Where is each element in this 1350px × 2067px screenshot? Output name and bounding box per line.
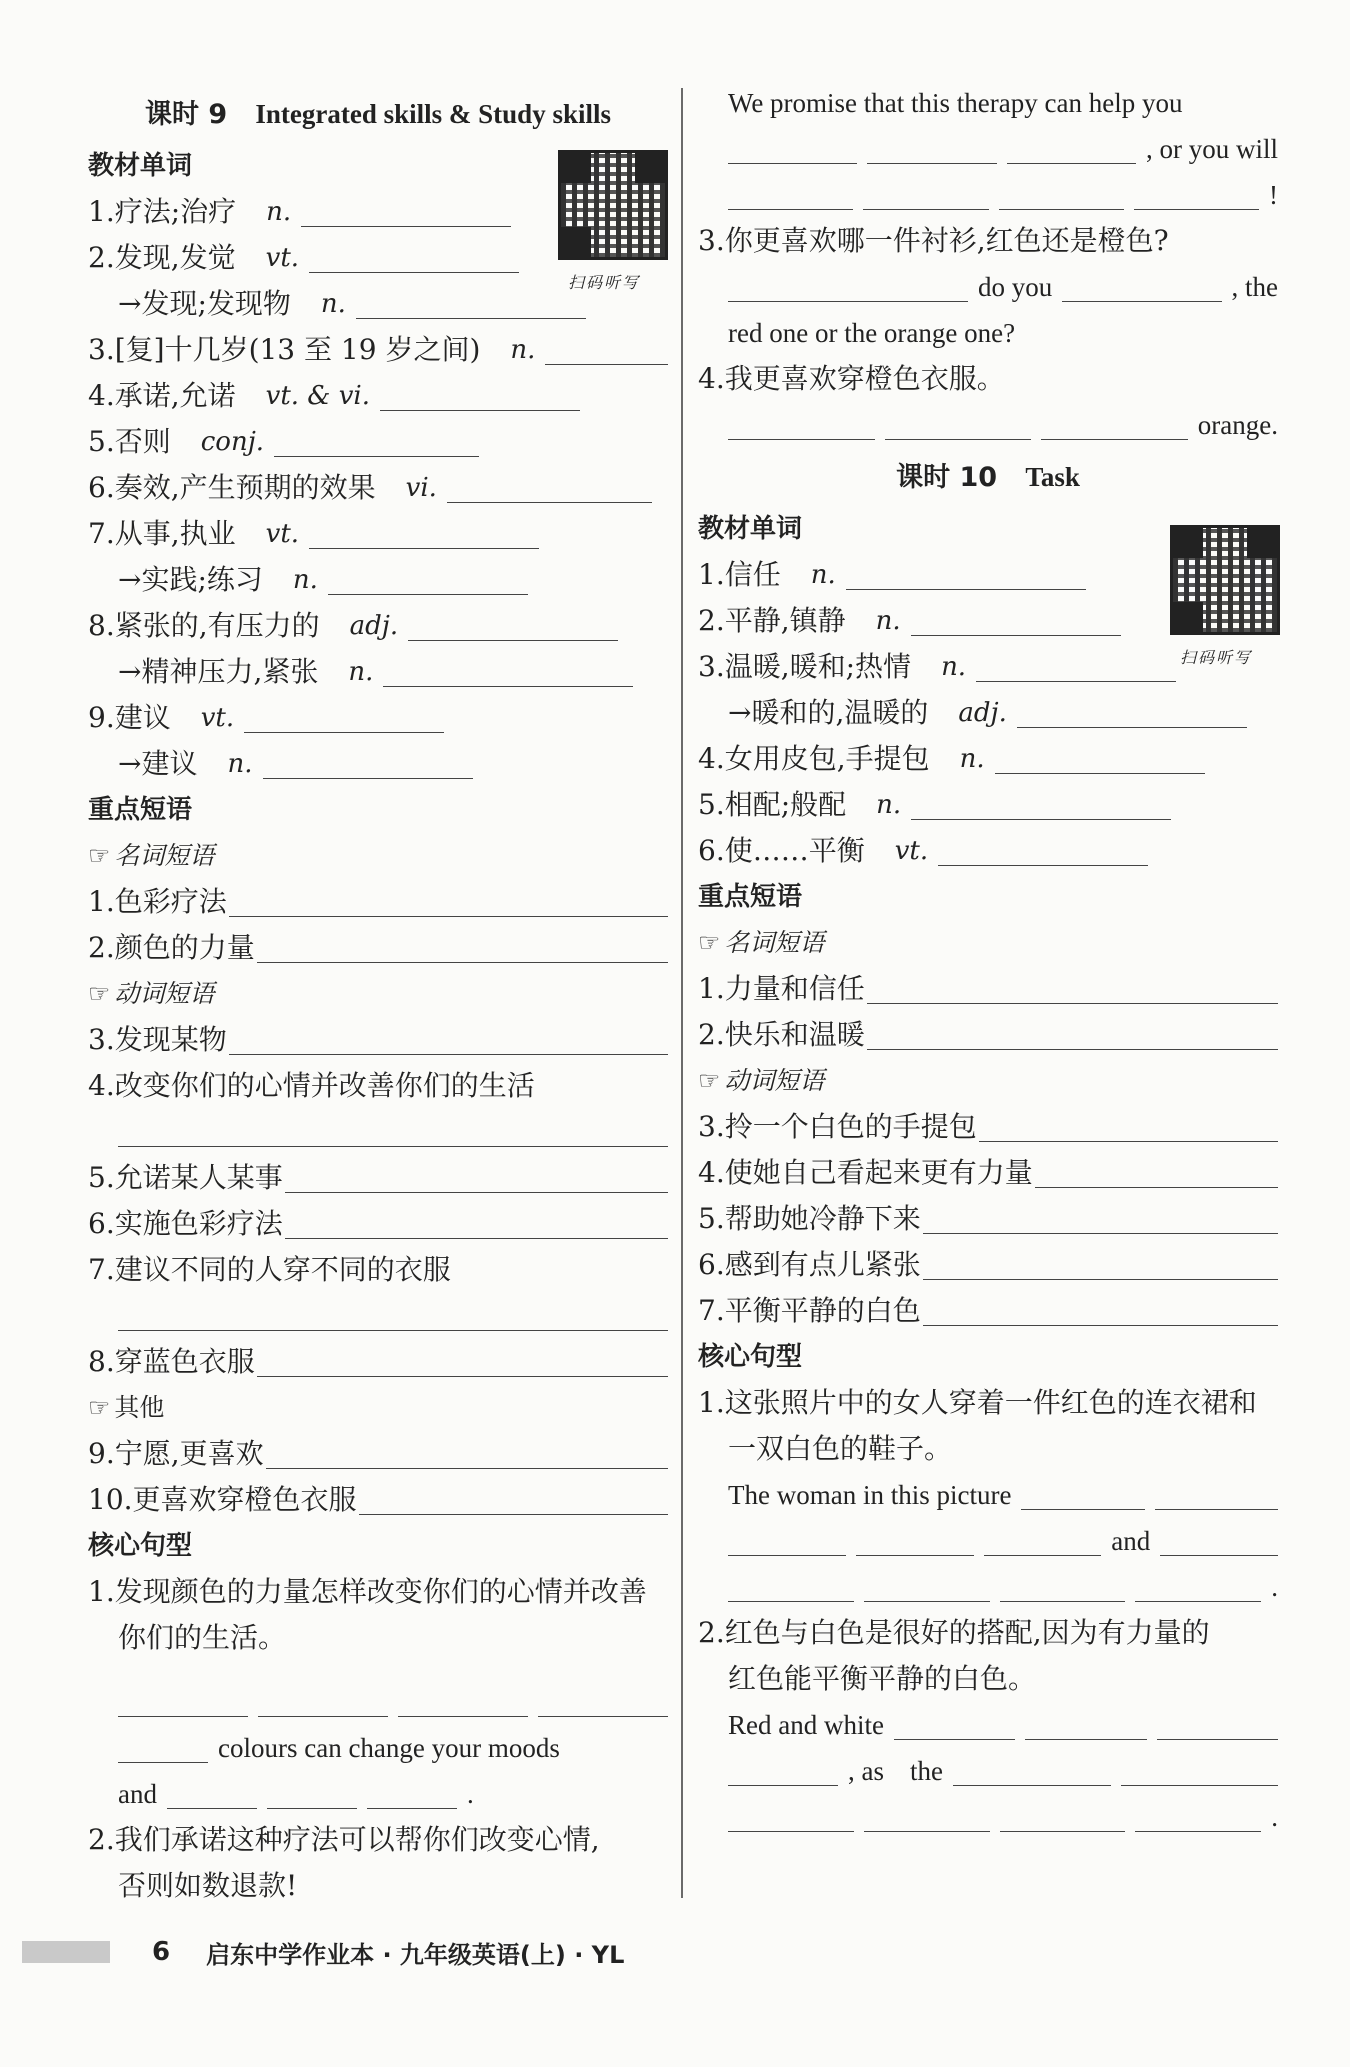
lesson-10-column (698, 80, 1278, 1840)
word-meaning: 发现,发觉 (114, 241, 236, 274)
sentences-heading: 核心句型 (698, 1342, 803, 1372)
word-row[interactable] (88, 603, 668, 649)
lesson-9-column (88, 85, 668, 1909)
word-meaning: 从事,执业 (114, 517, 236, 550)
word-number: 3. (88, 333, 115, 366)
qr-caption: 扫码听写 (568, 273, 641, 292)
word-number: 4. (698, 742, 725, 775)
answer-blank[interactable] (938, 831, 1148, 866)
phrases-heading: 重点短语 (88, 795, 193, 825)
answer-blank[interactable] (846, 555, 1086, 590)
footer-bar (22, 1941, 110, 1963)
word-number: 1. (88, 195, 115, 228)
phrase-row[interactable]: 7.平衡平静的白色 (698, 1288, 1278, 1334)
part-of-speech: n. (320, 289, 346, 319)
word-row[interactable] (698, 782, 1278, 828)
lesson-10-title: 课时 10 Task (896, 462, 1080, 493)
phrase-row[interactable]: 10.更喜欢穿橙色衣服 (88, 1477, 668, 1523)
word-meaning: 实践;练习 (141, 563, 263, 596)
sentence-cn: 1.发现颜色的力量怎样改变你们的心情并改善 (88, 1575, 647, 1608)
word-number: 4. (88, 379, 115, 412)
noun-phrase-heading: ☞ 名词短语 (88, 841, 215, 870)
sentence-cn: 一双白色的鞋子。 (728, 1432, 953, 1465)
word-meaning: 暖和的,温暖的 (751, 696, 929, 729)
phrase-row[interactable]: 8.穿蓝色衣服 (88, 1339, 668, 1385)
word-number: 7. (88, 517, 115, 550)
part-of-speech: n. (876, 790, 902, 820)
word-meaning: 承诺,允诺 (114, 379, 236, 412)
part-of-speech: vi. (405, 473, 437, 503)
word-row[interactable] (88, 741, 668, 787)
answer-line[interactable]: , as the (698, 1748, 1278, 1794)
sentence-cn: 你们的生活。 (118, 1621, 287, 1654)
word-row[interactable] (88, 511, 668, 557)
part-of-speech: vt. (200, 703, 235, 733)
sentence-cn: 1.这张照片中的女人穿着一件红色的连衣裙和 (698, 1386, 1257, 1419)
sentence-cn: 2.我们承诺这种疗法可以帮你们改变心情, (88, 1823, 600, 1856)
part-of-speech: n. (227, 749, 253, 779)
qr-caption: 扫码听写 (1180, 648, 1253, 667)
word-number: 6. (698, 834, 725, 867)
answer-line[interactable]: The woman in this picture (698, 1472, 1278, 1518)
sentence-cn: 4.我更喜欢穿橙色衣服。 (698, 362, 1005, 395)
answer-blank[interactable] (383, 652, 633, 687)
answer-line[interactable]: and (698, 1518, 1278, 1564)
word-meaning: 发现;发现物 (141, 287, 291, 320)
answer-line[interactable]: do you , the (698, 264, 1278, 310)
answer-line[interactable]: and . (88, 1771, 668, 1817)
pointing-hand-icon: ☞ (88, 841, 111, 870)
word-row[interactable] (88, 373, 668, 419)
answer-blank[interactable] (447, 468, 652, 503)
part-of-speech: n. (292, 565, 318, 595)
verb-phrase-heading: ☞ 动词短语 (88, 979, 215, 1008)
phrase-row[interactable]: 3.拎一个白色的手提包 (698, 1104, 1278, 1150)
phrase-row[interactable]: 9.宁愿,更喜欢 (88, 1431, 668, 1477)
part-of-speech: n. (266, 197, 292, 227)
sentences-heading: 核心句型 (88, 1531, 193, 1561)
phrase-row[interactable]: 2.颜色的力量 (88, 925, 668, 971)
book-title: 启东中学作业本 · 九年级英语(上) · YL (206, 1940, 625, 1969)
word-number: 2. (88, 241, 115, 274)
answer-blank[interactable] (1017, 693, 1247, 728)
answer-blank[interactable] (976, 647, 1176, 682)
word-number: 1. (698, 558, 725, 591)
part-of-speech: n. (959, 744, 985, 774)
word-meaning: 女用皮包,手提包 (724, 742, 930, 775)
part-of-speech: n. (810, 560, 836, 590)
words-heading: 教材单词 (88, 151, 193, 181)
pointing-hand-icon: ☞ (88, 1393, 111, 1422)
word-meaning: 疗法;治疗 (114, 195, 237, 228)
phrase-row[interactable]: 1.力量和信任 (698, 966, 1278, 1012)
phrase-row[interactable]: 4.使她自己看起来更有力量 (698, 1150, 1278, 1196)
word-row[interactable] (698, 690, 1278, 736)
word-row[interactable] (88, 465, 668, 511)
part-of-speech: adj. (958, 698, 1007, 728)
noun-phrase-heading: ☞ 名词短语 (698, 928, 825, 957)
qr-code-icon[interactable] (1170, 525, 1280, 635)
word-meaning: 紧张的,有压力的 (114, 609, 320, 642)
phrases-heading: 重点短语 (698, 882, 803, 912)
answer-blank[interactable] (995, 739, 1205, 774)
answer-blank[interactable] (274, 422, 479, 457)
answer-line[interactable]: colours can change your moods (88, 1725, 668, 1771)
word-row[interactable] (88, 557, 668, 603)
word-row[interactable] (88, 327, 668, 373)
word-number: → (118, 563, 142, 596)
part-of-speech: n. (348, 657, 374, 687)
word-meaning: 信任 (724, 558, 781, 591)
part-of-speech: n. (941, 652, 967, 682)
word-number: 5. (88, 425, 115, 458)
word-number: 9. (88, 701, 115, 734)
answer-line[interactable]: . (698, 1794, 1278, 1840)
page-footer (0, 1930, 624, 1974)
pointing-hand-icon: ☞ (698, 928, 721, 957)
word-number: 6. (88, 471, 115, 504)
word-number: → (118, 655, 142, 688)
part-of-speech: n. (875, 606, 901, 636)
word-meaning: 相配;般配 (724, 788, 847, 821)
phrase-row[interactable]: 1.色彩疗法 (88, 879, 668, 925)
word-meaning: 平静,镇静 (724, 604, 846, 637)
word-meaning: 否则 (114, 425, 171, 458)
part-of-speech: vt. (265, 243, 300, 273)
word-meaning: 温暖,暖和;热情 (724, 650, 912, 683)
phrase-row[interactable]: 6.感到有点儿紧张 (698, 1242, 1278, 1288)
answer-blank[interactable] (309, 514, 539, 549)
phrase-row[interactable]: 2.快乐和温暖 (698, 1012, 1278, 1058)
word-meaning: 精神压力,紧张 (141, 655, 319, 688)
other-heading: ☞ 其他 (88, 1393, 165, 1422)
answer-blank[interactable] (263, 744, 473, 779)
word-meaning: 使……平衡 (724, 834, 865, 867)
answer-blank[interactable] (380, 376, 580, 411)
answer-blank[interactable] (545, 330, 668, 365)
sentence-en: We promise that this therapy can help you (728, 88, 1183, 118)
phrase-row: 7.建议不同的人穿不同的衣服 (88, 1253, 451, 1286)
phrase-row[interactable]: 3.发现某物 (88, 1017, 668, 1063)
answer-blank[interactable] (911, 601, 1121, 636)
answer-line[interactable]: . (698, 1564, 1278, 1610)
word-number: → (118, 287, 142, 320)
pointing-hand-icon: ☞ (698, 1066, 721, 1095)
part-of-speech: vt. (265, 519, 300, 549)
page-number: 6 (152, 1937, 171, 1967)
part-of-speech: vt. & vi. (265, 381, 370, 411)
word-number: → (118, 747, 142, 780)
verb-phrase-heading: ☞ 动词短语 (698, 1066, 825, 1095)
word-number: 3. (698, 650, 725, 683)
word-number: 2. (698, 604, 725, 637)
answer-line[interactable]: ! (698, 172, 1278, 218)
qr-code-icon[interactable] (558, 150, 668, 260)
answer-line[interactable]: Red and white (698, 1702, 1278, 1748)
word-number: 5. (698, 788, 725, 821)
sentence-cn: 否则如数退款! (118, 1869, 298, 1902)
word-row[interactable] (88, 649, 668, 695)
word-meaning: 奏效,产生预期的效果 (114, 471, 376, 504)
sentence-en: red one or the orange one? (728, 318, 1016, 348)
answer-blank[interactable] (301, 192, 511, 227)
answer-blank[interactable] (244, 698, 444, 733)
sentence-cn: 2.红色与白色是很好的搭配,因为有力量的 (698, 1616, 1210, 1649)
answer-line[interactable] (88, 1293, 668, 1339)
word-meaning: 建议 (141, 747, 198, 780)
answer-blank[interactable] (911, 785, 1171, 820)
word-number: → (728, 696, 752, 729)
sentence-cn: 红色能平衡平静的白色。 (728, 1662, 1037, 1695)
column-divider (681, 88, 683, 1898)
answer-blank[interactable] (328, 560, 528, 595)
phrase-row[interactable]: 5.允诺某人某事 (88, 1155, 668, 1201)
lesson-9-title: 课时 9 Integrated skills & Study skills (145, 99, 611, 130)
phrase-row[interactable]: 6.实施色彩疗法 (88, 1201, 668, 1247)
answer-line[interactable] (88, 1109, 668, 1155)
answer-blank[interactable] (356, 284, 586, 319)
phrase-row[interactable]: 5.帮助她冷静下来 (698, 1196, 1278, 1242)
part-of-speech: n. (510, 335, 536, 365)
part-of-speech: vt. (894, 836, 929, 866)
answer-blank[interactable] (408, 606, 618, 641)
answer-blank[interactable] (309, 238, 519, 273)
answer-line[interactable] (88, 1661, 668, 1725)
part-of-speech: conj. (200, 427, 265, 457)
word-number: 8. (88, 609, 115, 642)
word-meaning: [复]十几岁(13 至 19 岁之间) (114, 333, 481, 366)
word-row[interactable] (88, 695, 668, 741)
word-row[interactable] (88, 419, 668, 465)
phrase-row: 4.改变你们的心情并改善你们的生活 (88, 1069, 535, 1102)
sentence-cn: 3.你更喜欢哪一件衬衫,红色还是橙色? (698, 224, 1169, 257)
word-meaning: 建议 (114, 701, 171, 734)
pointing-hand-icon: ☞ (88, 979, 111, 1008)
part-of-speech: adj. (349, 611, 399, 641)
word-row[interactable] (698, 828, 1278, 874)
words-heading: 教材单词 (698, 514, 803, 544)
word-row[interactable] (698, 736, 1278, 782)
answer-line[interactable]: , or you will (698, 126, 1278, 172)
answer-line[interactable]: orange. (698, 402, 1278, 448)
